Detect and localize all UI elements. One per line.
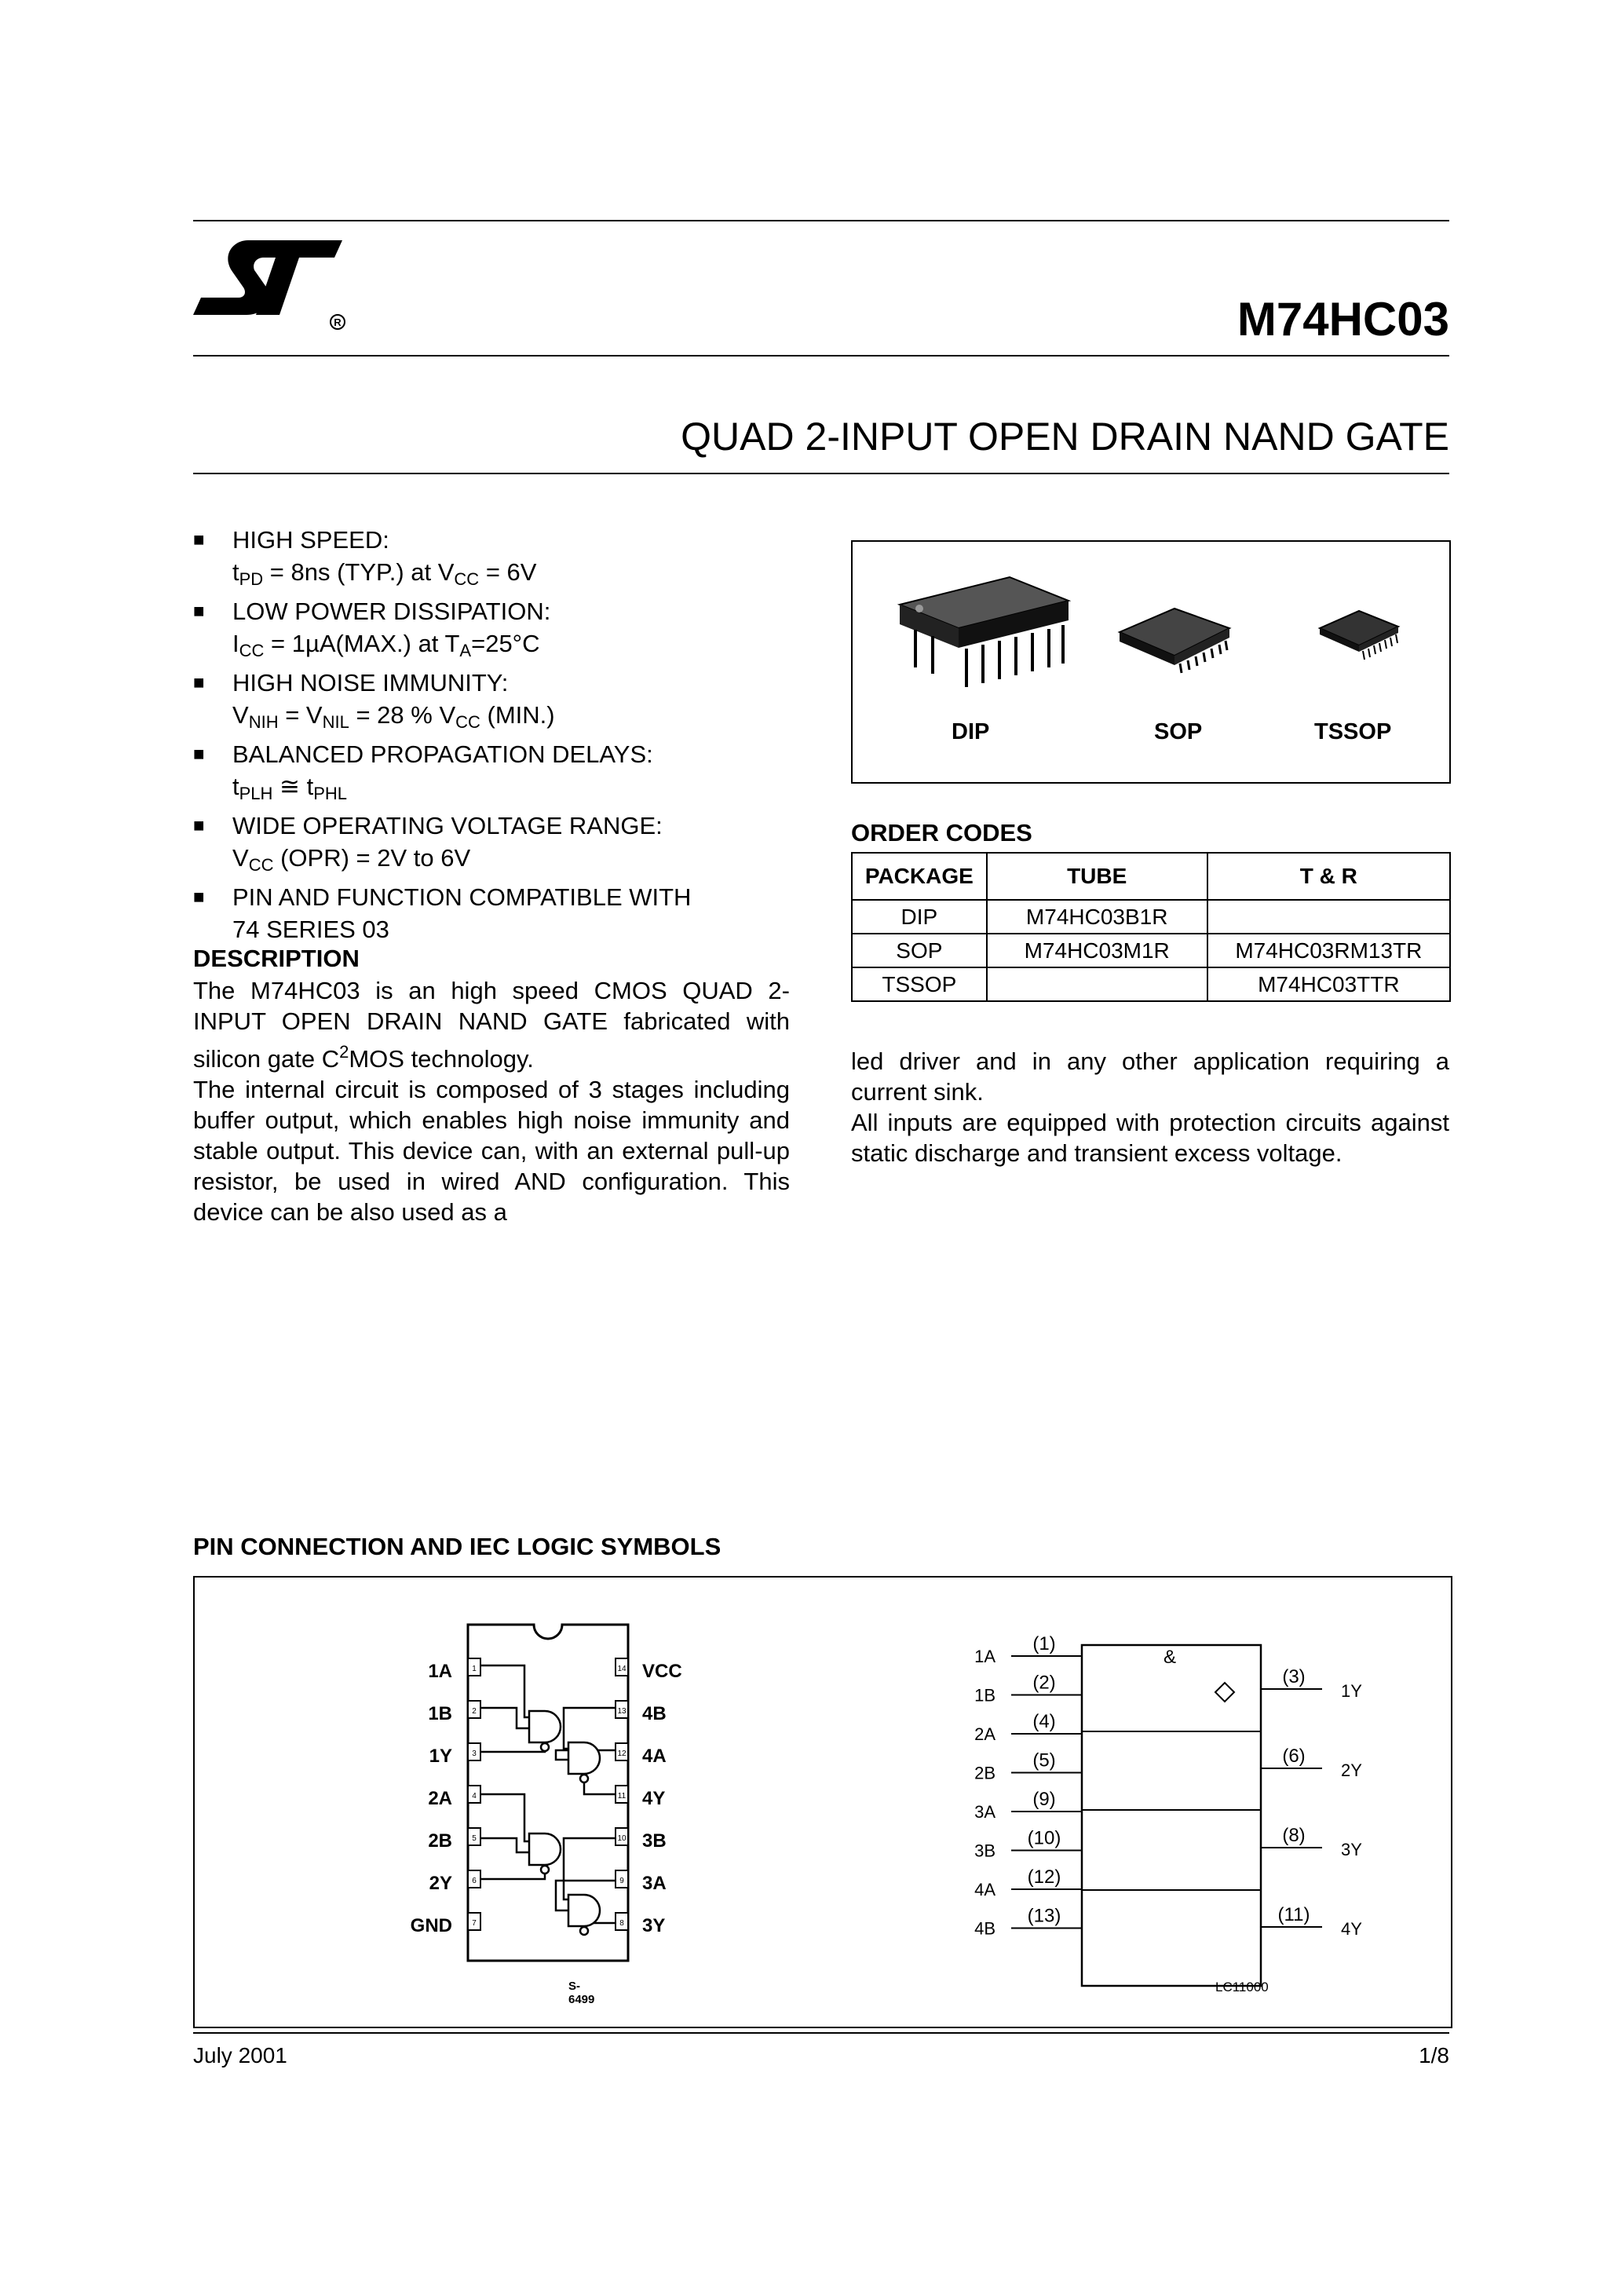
feature-item: ■ HIGH SPEED: $t_{PD} = 8ns$ (TYP.) at $V_{CC} = 6V$ xyxy=(193,524,790,595)
order-codes-table xyxy=(851,852,1451,1002)
pin-label: 1Y xyxy=(429,1746,452,1767)
iec-output-label: 4Y xyxy=(1341,1919,1362,1939)
order-codes-title: ORDER CODES xyxy=(851,819,1032,846)
pin-label: GND xyxy=(410,1915,452,1936)
pin-label: 2B xyxy=(428,1830,452,1852)
top-rule xyxy=(193,220,1449,221)
iec-function-symbol: & xyxy=(1164,1647,1177,1668)
pin-number: 5 xyxy=(472,1834,477,1843)
pin-number: 8 xyxy=(619,1919,624,1928)
pin-label: 1B xyxy=(428,1703,452,1724)
iec-output-label: 3Y xyxy=(1341,1840,1362,1859)
description-paragraph: The internal circuit is composed of 3 stages including buffer output, which enables high noise immunity and stable output. This device can, with an external pull-up resistor, be used in wired AND configuration. This device can be also used as a xyxy=(193,1076,790,1226)
iec-output-label: 2Y xyxy=(1341,1760,1362,1780)
package-label-tssop: TSSOP xyxy=(1314,719,1392,744)
feature-list xyxy=(193,524,790,945)
iec-input-pin: (4) xyxy=(1032,1711,1056,1732)
table-cell: M74HC03B1R xyxy=(987,900,1207,934)
package-images-box xyxy=(851,540,1451,784)
pin-number: 13 xyxy=(617,1707,627,1716)
table-row xyxy=(852,967,1450,1001)
table-cell: TSSOP xyxy=(852,967,987,1001)
table-cell xyxy=(1207,900,1450,934)
pin-number: 4 xyxy=(472,1792,477,1801)
figure-code-left: S-6499 xyxy=(568,1980,595,2006)
feature-item: ■ BALANCED PROPAGATION DELAYS: $t_{PLH}$ ≅ $t_{PHL}$ xyxy=(193,738,790,810)
gate-wiring xyxy=(480,1665,616,1932)
figure-code-right: LC11000 xyxy=(1215,1980,1269,1994)
dip-outline xyxy=(468,1625,628,1961)
table-row xyxy=(852,900,1450,934)
bullet-icon: ■ xyxy=(193,529,205,550)
table-cell: M74HC03TTR xyxy=(1207,967,1450,1001)
pin-number: 3 xyxy=(472,1749,477,1758)
iec-input-pin: (10) xyxy=(1027,1827,1061,1849)
iec-input-pin: (13) xyxy=(1027,1905,1061,1927)
iec-input-pin: (12) xyxy=(1027,1866,1061,1888)
part-number: M74HC03 xyxy=(1237,293,1449,345)
description-text-right xyxy=(851,1046,1449,1168)
description-title: DESCRIPTION xyxy=(193,945,360,972)
feature-item: ■ WIDE OPERATING VOLTAGE RANGE: $V_{CC}$ (OPR) = 2V to 6V xyxy=(193,810,790,881)
iec-output-pin: (3) xyxy=(1282,1666,1306,1687)
header-cell: T & R xyxy=(1207,853,1450,900)
table-row xyxy=(852,934,1450,967)
iec-input-label: 3A xyxy=(974,1802,995,1822)
header-cell: TUBE xyxy=(987,853,1207,900)
st-logo xyxy=(193,240,350,335)
iec-input-pin: (1) xyxy=(1032,1633,1056,1654)
subtitle-rule xyxy=(193,473,1449,474)
table-cell xyxy=(987,967,1207,1001)
sop-package-image xyxy=(1116,601,1233,679)
iec-output-label: 1Y xyxy=(1341,1681,1362,1701)
iec-input-label: 4B xyxy=(974,1918,995,1939)
iec-output-pin: (8) xyxy=(1282,1825,1306,1846)
pin-label: 2A xyxy=(428,1788,452,1809)
iec-input-label: 2B xyxy=(974,1763,995,1783)
pin-label: 4B xyxy=(642,1703,667,1724)
feature-item: ■ LOW POWER DISSIPATION: $I_{CC} = 1\mu A(MAX.)$ at $T_A=25^\circ C$ xyxy=(193,595,790,667)
pin-label: 1A xyxy=(428,1661,452,1682)
table-cell: DIP xyxy=(852,900,987,934)
description-paragraph: All inputs are equipped with protection circuits against static discharge and transient excess voltage. xyxy=(851,1109,1449,1167)
pin-label: 4A xyxy=(642,1746,667,1767)
table-cell: M74HC03M1R xyxy=(987,934,1207,967)
iec-input-pin: (2) xyxy=(1032,1672,1056,1694)
dip-package-image xyxy=(892,573,1080,691)
header-cell: PACKAGE xyxy=(852,853,987,900)
pin-number: 7 xyxy=(472,1919,477,1928)
open-drain-icon xyxy=(1215,1683,1234,1702)
bullet-icon: ■ xyxy=(193,744,205,765)
pin-number: 9 xyxy=(619,1877,624,1885)
table-header-row xyxy=(852,853,1450,900)
iec-input-pin: (9) xyxy=(1032,1789,1056,1810)
pin-number: 14 xyxy=(617,1665,627,1673)
pin-label: 3Y xyxy=(642,1915,666,1936)
description-text-left xyxy=(193,975,790,1227)
bullet-icon: ■ xyxy=(193,601,205,622)
page-number: 1/8 xyxy=(1419,2043,1449,2067)
feature-item: ■ HIGH NOISE IMMUNITY: $V_{NIH} = V_{NIL} = 28$ % $V_{CC}$ (MIN.) xyxy=(193,667,790,738)
bullet-icon: ■ xyxy=(193,887,205,908)
pin-number: 11 xyxy=(617,1792,627,1801)
pin-number: 12 xyxy=(617,1749,627,1758)
pin-label: 3B xyxy=(642,1830,667,1852)
iec-input-label: 3B xyxy=(974,1841,995,1861)
iec-symbol-box xyxy=(1082,1645,1261,1986)
iec-output-pin: (6) xyxy=(1282,1746,1306,1767)
pin-diagram-svg xyxy=(195,1578,1451,2027)
pin-number: 6 xyxy=(472,1877,477,1885)
pin-connection-title: PIN CONNECTION AND IEC LOGIC SYMBOLS xyxy=(193,1533,721,1560)
pin-number: 10 xyxy=(617,1834,627,1843)
footer-rule xyxy=(193,2032,1449,2034)
header-rule xyxy=(193,355,1449,356)
iec-dividers xyxy=(1082,1731,1261,1890)
iec-input-label: 1A xyxy=(974,1647,995,1666)
table-cell: SOP xyxy=(852,934,987,967)
pin-number: 2 xyxy=(472,1707,477,1716)
iec-input-label: 2A xyxy=(974,1724,995,1744)
description-paragraph: led driver and in any other application requiring a current sink. xyxy=(851,1047,1449,1106)
pin-label: 4Y xyxy=(642,1788,666,1809)
iec-input-pin: (5) xyxy=(1032,1749,1056,1771)
document-subtitle: QUAD 2-INPUT OPEN DRAIN NAND GATE xyxy=(681,415,1449,459)
footer-date: July 2001 xyxy=(193,2043,287,2067)
left-pin-labels xyxy=(405,1651,452,1947)
description-paragraph: The M74HC03 is an high speed CMOS QUAD 2-INPUT OPEN DRAIN NAND GATE fabricated with silicon gate $C^2MOS$ technology. xyxy=(193,977,790,1073)
iec-input-label: 1B xyxy=(974,1685,995,1706)
svg-text:R: R xyxy=(334,316,342,328)
iec-input-label: 4A xyxy=(974,1880,995,1899)
pin-label: 2Y xyxy=(429,1873,452,1894)
package-label-sop: SOP xyxy=(1154,719,1203,744)
bullet-icon: ■ xyxy=(193,672,205,693)
right-pin-labels xyxy=(642,1651,682,1947)
iec-output-pin: (11) xyxy=(1277,1904,1310,1925)
pin-number: 1 xyxy=(472,1665,477,1673)
pin-connection-box xyxy=(193,1576,1452,2028)
table-cell: M74HC03RM13TR xyxy=(1207,934,1450,967)
pin-label: VCC xyxy=(642,1661,682,1682)
bullet-icon: ■ xyxy=(193,815,205,836)
package-label-dip: DIP xyxy=(952,719,990,744)
feature-item: ■ PIN AND FUNCTION COMPATIBLE WITH 74 SERIES 03 xyxy=(193,881,790,945)
tssop-package-image xyxy=(1316,605,1402,675)
pin-label: 3A xyxy=(642,1873,667,1894)
